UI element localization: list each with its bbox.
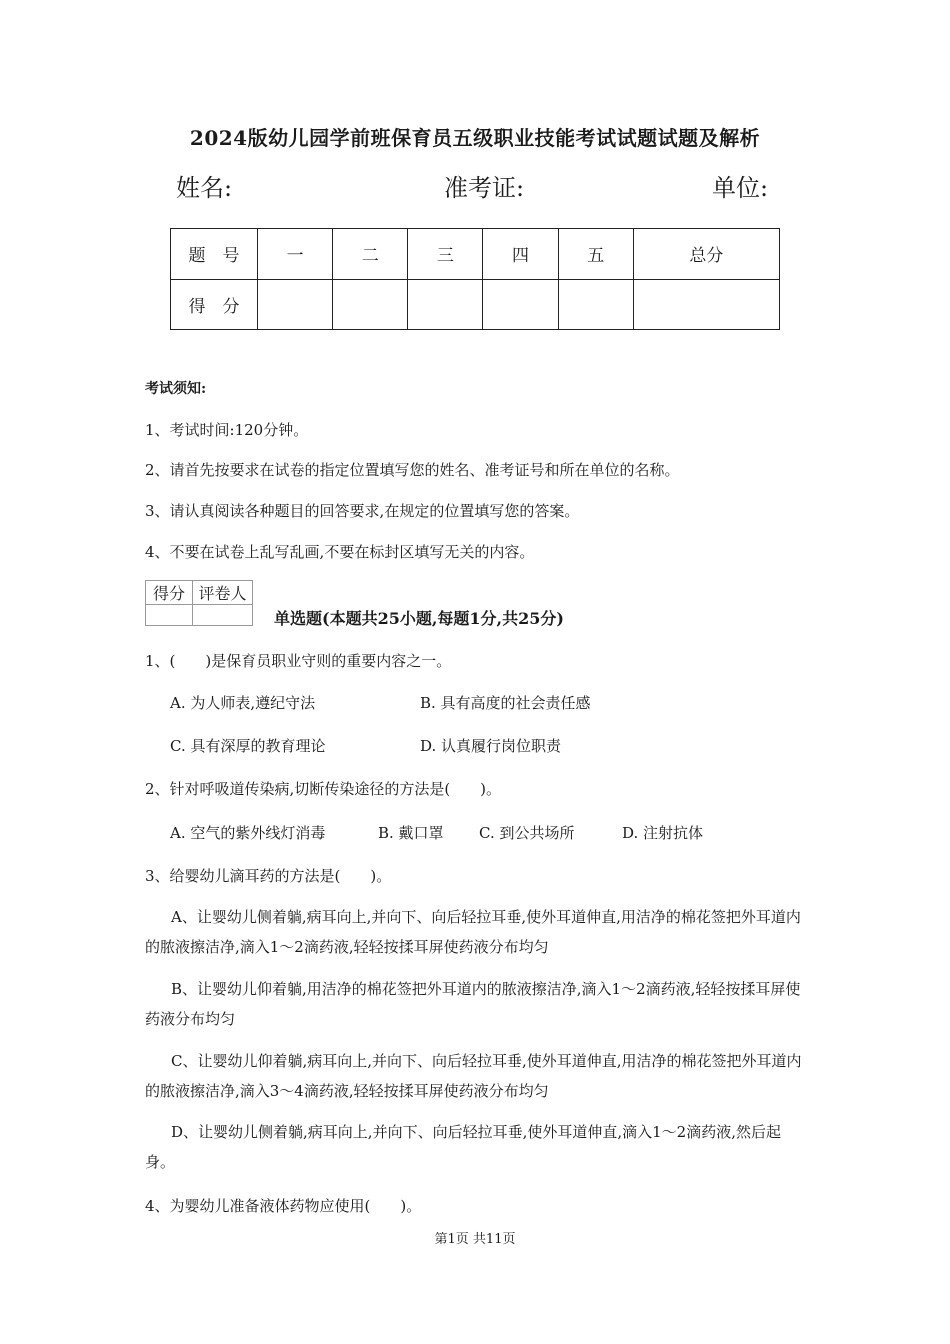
grader-reviewer-cell[interactable] (193, 605, 253, 626)
score-entry-cell[interactable] (483, 279, 558, 330)
notice-item: 1、考试时间:120分钟。 (145, 421, 309, 439)
question-3-option-d: D、让婴幼儿侧着躺,病耳向上,并向下、向后轻拉耳垂,使外耳道伸直,滴入1～2滴药液,然后起身。 (145, 1123, 781, 1171)
score-header-cell: 一 (258, 229, 333, 280)
question-2-option-b: B. 戴口罩 (378, 824, 444, 842)
score-table (170, 228, 780, 330)
grader-score-label: 得分 (146, 581, 193, 605)
question-3-option-b: B、让婴幼儿仰着躺,用洁净的棉花签把外耳道内的脓液擦洁净,滴入1～2滴药液,轻轻按揉耳屏使药液分布均匀 (145, 980, 801, 1028)
question-3-text: 3、给婴幼儿滴耳药的方法是( )。 (145, 867, 392, 885)
score-header-cell: 三 (408, 229, 483, 280)
question-3-option-c: C、让婴幼儿仰着躺,病耳向上,并向下、向后轻拉耳垂,使外耳道伸直,用洁净的棉花签把外耳道内的脓液擦洁净,滴入3～4滴药液,轻轻按揉耳屏使药液分布均匀 (145, 1052, 802, 1100)
question-1-option-c: C. 具有深厚的教育理论 (170, 737, 326, 755)
score-entry-cell[interactable] (333, 279, 408, 330)
score-header-cell: 五 (558, 229, 633, 280)
document-title: 2024版幼儿园学前班保育员五级职业技能考试试题试题及解析 (189, 126, 761, 150)
section-title: 单选题(本题共25小题,每题1分,共25分) (274, 609, 564, 628)
question-2-option-c: C. 到公共场所 (479, 824, 575, 842)
question-1-option-d: D. 认真履行岗位职责 (420, 737, 562, 755)
exam-id-field-label: 准考证: (444, 174, 525, 202)
question-2-text: 2、针对呼吸道传染病,切断传染途径的方法是( )。 (145, 780, 502, 798)
name-field-label: 姓名: (176, 174, 233, 202)
notice-title: 考试须知: (145, 381, 207, 397)
score-entry-cell[interactable] (408, 279, 483, 330)
grader-table (145, 580, 253, 626)
notice-item: 3、请认真阅读各种题目的回答要求,在规定的位置填写您的答案。 (145, 502, 580, 520)
score-table-score-row (171, 279, 780, 330)
score-entry-cell[interactable] (258, 279, 333, 330)
question-2-option-a: A. 空气的紫外线灯消毒 (170, 824, 326, 842)
page-footer: 第1页 共11页 (434, 1232, 516, 1247)
score-entry-cell[interactable] (558, 279, 633, 330)
notice-item: 2、请首先按要求在试卷的指定位置填写您的姓名、准考证号和所在单位的名称。 (145, 461, 680, 479)
score-header-cell: 四 (483, 229, 558, 280)
score-row-label: 得 分 (171, 279, 258, 330)
candidate-fields (0, 168, 950, 204)
score-header-cell: 总分 (633, 229, 779, 280)
grader-reviewer-label: 评卷人 (193, 581, 253, 605)
score-table-header-row (171, 229, 780, 280)
score-entry-cell[interactable] (633, 279, 779, 330)
notice-item: 4、不要在试卷上乱写乱画,不要在标封区填写无关的内容。 (145, 543, 535, 561)
score-header-cell: 题 号 (171, 229, 258, 280)
unit-field-label: 单位: (712, 174, 769, 202)
question-1-text: 1、( )是保育员职业守则的重要内容之一。 (145, 652, 452, 670)
question-3-option-a: A、让婴幼儿侧着躺,病耳向上,并向下、向后轻拉耳垂,使外耳道伸直,用洁净的棉花签把外耳道内的脓液擦洁净,滴入1～2滴药液,轻轻按揉耳屏使药液分布均匀 (145, 908, 801, 956)
grader-score-cell[interactable] (146, 605, 193, 626)
question-1-option-a: A. 为人师表,遵纪守法 (170, 694, 316, 712)
question-4-text: 4、为婴幼儿准备液体药物应使用( )。 (145, 1197, 422, 1215)
question-1-option-b: B. 具有高度的社会责任感 (420, 694, 591, 712)
score-header-cell: 二 (333, 229, 408, 280)
question-2-option-d: D. 注射抗体 (622, 824, 704, 842)
